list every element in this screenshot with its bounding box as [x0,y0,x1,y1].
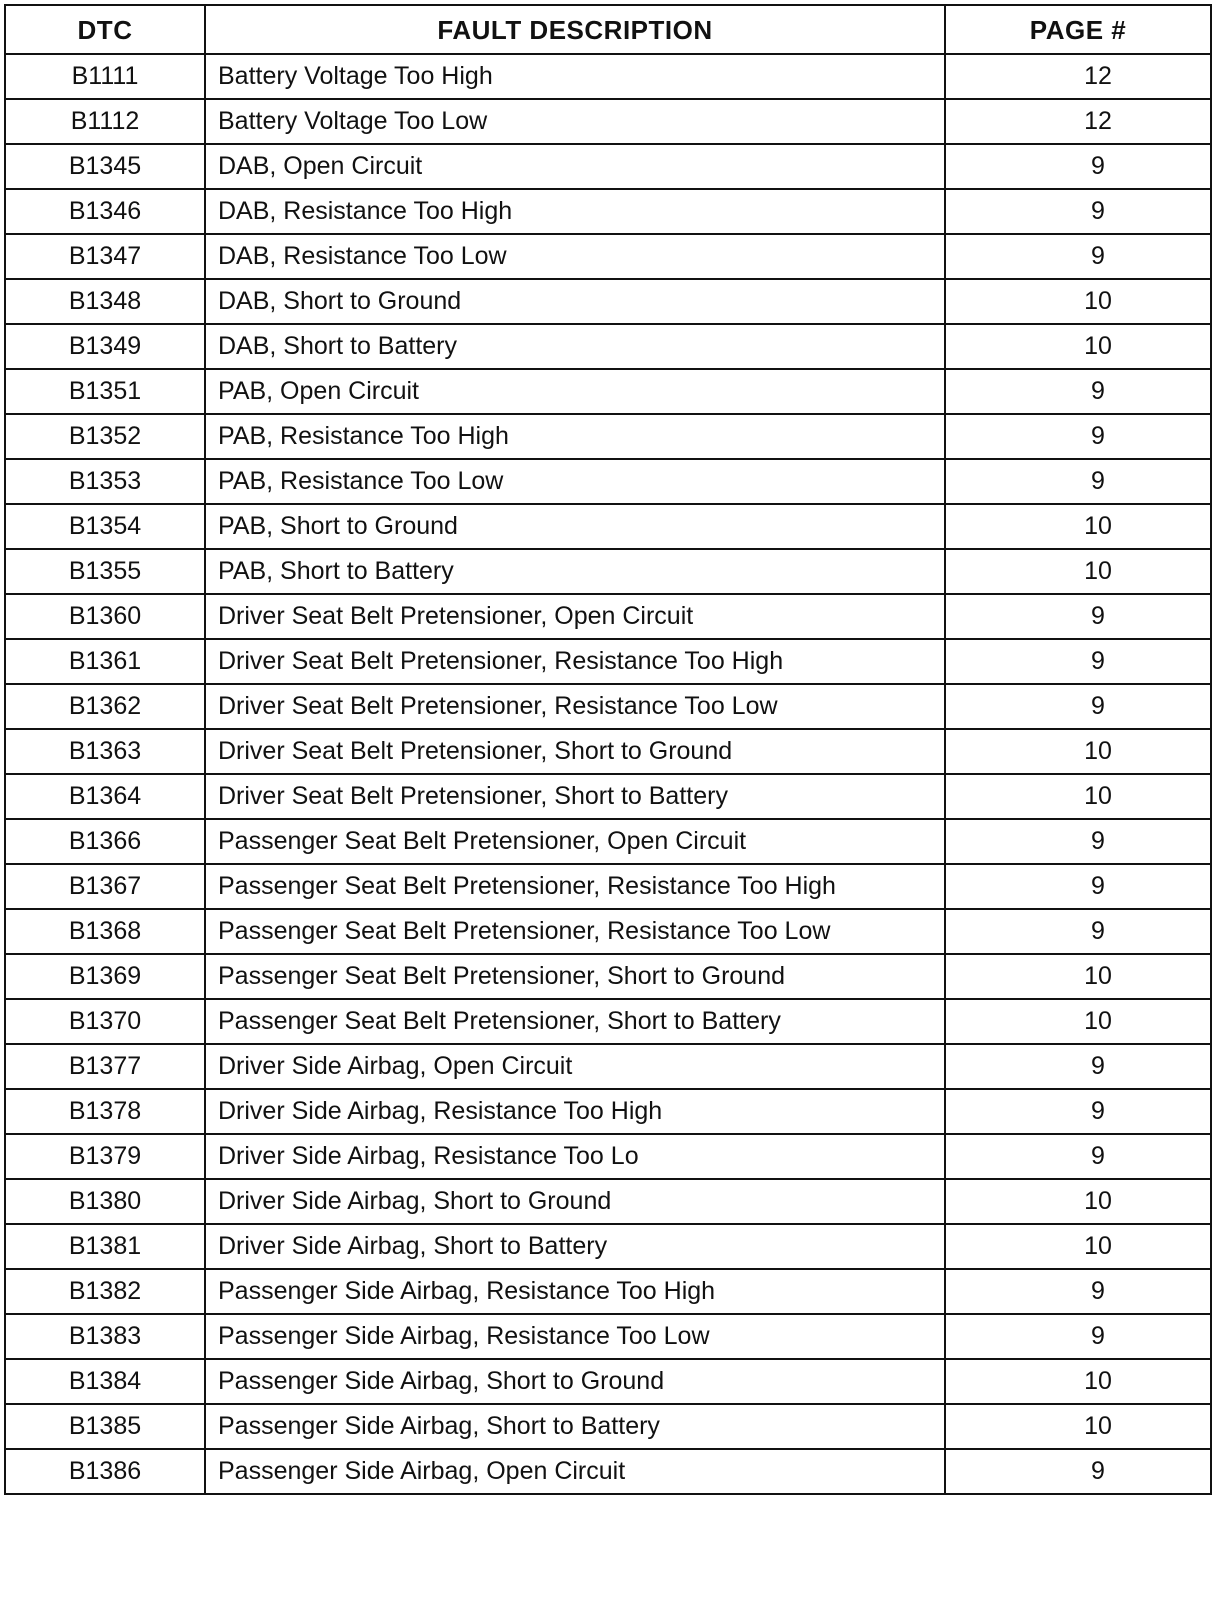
table-row [5,234,1211,279]
fault-description: Passenger Side Airbag, Open Circuit [205,1449,945,1494]
page-number: 10 [945,954,1211,999]
page-number: 9 [945,1314,1211,1359]
dtc-code: B1112 [5,99,205,144]
table-row [5,684,1211,729]
dtc-code: B1382 [5,1269,205,1314]
fault-description: Driver Side Airbag, Resistance Too Lo [205,1134,945,1179]
page-number: 9 [945,1089,1211,1134]
page-number: 9 [945,459,1211,504]
dtc-code: B1368 [5,909,205,954]
page-number: 10 [945,999,1211,1044]
page-number: 10 [945,504,1211,549]
page-number: 9 [945,639,1211,684]
page-number: 9 [945,144,1211,189]
fault-description: Passenger Seat Belt Pretensioner, Short to Ground [205,954,945,999]
dtc-code: B1362 [5,684,205,729]
page-number: 9 [945,1134,1211,1179]
header-fault-description: FAULT DESCRIPTION [205,5,945,54]
fault-description: Driver Side Airbag, Resistance Too High [205,1089,945,1134]
page-number: 9 [945,594,1211,639]
page-number: 9 [945,1269,1211,1314]
fault-description: Battery Voltage Too Low [205,99,945,144]
dtc-code: B1355 [5,549,205,594]
page-number: 9 [945,1044,1211,1089]
fault-description: PAB, Short to Ground [205,504,945,549]
dtc-code: B1348 [5,279,205,324]
dtc-code: B1349 [5,324,205,369]
dtc-code: B1378 [5,1089,205,1134]
fault-description: PAB, Open Circuit [205,369,945,414]
fault-description: PAB, Short to Battery [205,549,945,594]
fault-description: DAB, Short to Battery [205,324,945,369]
fault-description: Passenger Seat Belt Pretensioner, Open Circuit [205,819,945,864]
header-row [5,5,1211,54]
header-page-number: PAGE # [945,5,1211,54]
page-number: 9 [945,909,1211,954]
page-number: 10 [945,1404,1211,1449]
page-number: 9 [945,864,1211,909]
dtc-code: B1360 [5,594,205,639]
table-row [5,639,1211,684]
fault-description: PAB, Resistance Too High [205,414,945,459]
fault-description: Passenger Side Airbag, Resistance Too Low [205,1314,945,1359]
table-row [5,54,1211,99]
table-row [5,1179,1211,1224]
table-row [5,189,1211,234]
fault-description: DAB, Resistance Too High [205,189,945,234]
table-row [5,324,1211,369]
dtc-code: B1347 [5,234,205,279]
fault-description: Driver Side Airbag, Open Circuit [205,1044,945,1089]
table-row [5,414,1211,459]
table-row [5,1134,1211,1179]
dtc-code: B1383 [5,1314,205,1359]
dtc-code: B1384 [5,1359,205,1404]
table-row [5,1404,1211,1449]
dtc-code: B1363 [5,729,205,774]
fault-description: Passenger Seat Belt Pretensioner, Short to Battery [205,999,945,1044]
table-row [5,1044,1211,1089]
table-row [5,144,1211,189]
dtc-code: B1369 [5,954,205,999]
dtc-code: B1366 [5,819,205,864]
page-number: 9 [945,369,1211,414]
page-number: 9 [945,819,1211,864]
dtc-code: B1381 [5,1224,205,1269]
page-number: 10 [945,729,1211,774]
table-body [5,54,1211,1494]
table-row [5,369,1211,414]
fault-description: Driver Seat Belt Pretensioner, Resistance Too Low [205,684,945,729]
fault-description: DAB, Resistance Too Low [205,234,945,279]
page-number: 10 [945,324,1211,369]
dtc-code: B1377 [5,1044,205,1089]
dtc-code: B1346 [5,189,205,234]
fault-description: Passenger Side Airbag, Resistance Too High [205,1269,945,1314]
table-row [5,594,1211,639]
table-row [5,459,1211,504]
fault-description: Passenger Seat Belt Pretensioner, Resistance Too High [205,864,945,909]
dtc-code: B1370 [5,999,205,1044]
table-row [5,99,1211,144]
fault-description: Driver Seat Belt Pretensioner, Short to Ground [205,729,945,774]
page-number: 10 [945,774,1211,819]
page-number: 10 [945,279,1211,324]
dtc-code: B1345 [5,144,205,189]
fault-description: Driver Side Airbag, Short to Ground [205,1179,945,1224]
dtc-code: B1386 [5,1449,205,1494]
page-number: 12 [945,99,1211,144]
fault-description: Driver Seat Belt Pretensioner, Open Circuit [205,594,945,639]
table-row [5,909,1211,954]
table-row [5,819,1211,864]
table-row [5,1269,1211,1314]
table-row [5,954,1211,999]
page-number: 10 [945,1224,1211,1269]
table-row [5,729,1211,774]
header-dtc: DTC [5,5,205,54]
page-number: 12 [945,54,1211,99]
fault-description: Passenger Side Airbag, Short to Ground [205,1359,945,1404]
table-row [5,1359,1211,1404]
fault-description: Driver Side Airbag, Short to Battery [205,1224,945,1269]
page-number: 9 [945,189,1211,234]
dtc-code: B1351 [5,369,205,414]
table-row [5,999,1211,1044]
fault-description: PAB, Resistance Too Low [205,459,945,504]
dtc-code: B1353 [5,459,205,504]
fault-description: DAB, Open Circuit [205,144,945,189]
dtc-code: B1385 [5,1404,205,1449]
dtc-code: B1361 [5,639,205,684]
table-row [5,864,1211,909]
page-number: 10 [945,1179,1211,1224]
table-row [5,1449,1211,1494]
page-number: 9 [945,1449,1211,1494]
table-row [5,279,1211,324]
table-row [5,504,1211,549]
page-number: 9 [945,414,1211,459]
fault-description: Battery Voltage Too High [205,54,945,99]
table-row [5,1089,1211,1134]
fault-description: DAB, Short to Ground [205,279,945,324]
dtc-code: B1380 [5,1179,205,1224]
page-number: 9 [945,684,1211,729]
dtc-code: B1354 [5,504,205,549]
dtc-code: B1352 [5,414,205,459]
dtc-code: B1111 [5,54,205,99]
fault-description: Passenger Seat Belt Pretensioner, Resistance Too Low [205,909,945,954]
page-number: 10 [945,1359,1211,1404]
page-number: 10 [945,549,1211,594]
table-row [5,549,1211,594]
dtc-code: B1379 [5,1134,205,1179]
table-row [5,774,1211,819]
table-header [5,5,1211,54]
table-row [5,1314,1211,1359]
dtc-fault-table [4,4,1212,1495]
table-row [5,1224,1211,1269]
page-number: 9 [945,234,1211,279]
dtc-code: B1364 [5,774,205,819]
dtc-code: B1367 [5,864,205,909]
fault-description: Passenger Side Airbag, Short to Battery [205,1404,945,1449]
fault-description: Driver Seat Belt Pretensioner, Resistance Too High [205,639,945,684]
fault-description: Driver Seat Belt Pretensioner, Short to Battery [205,774,945,819]
